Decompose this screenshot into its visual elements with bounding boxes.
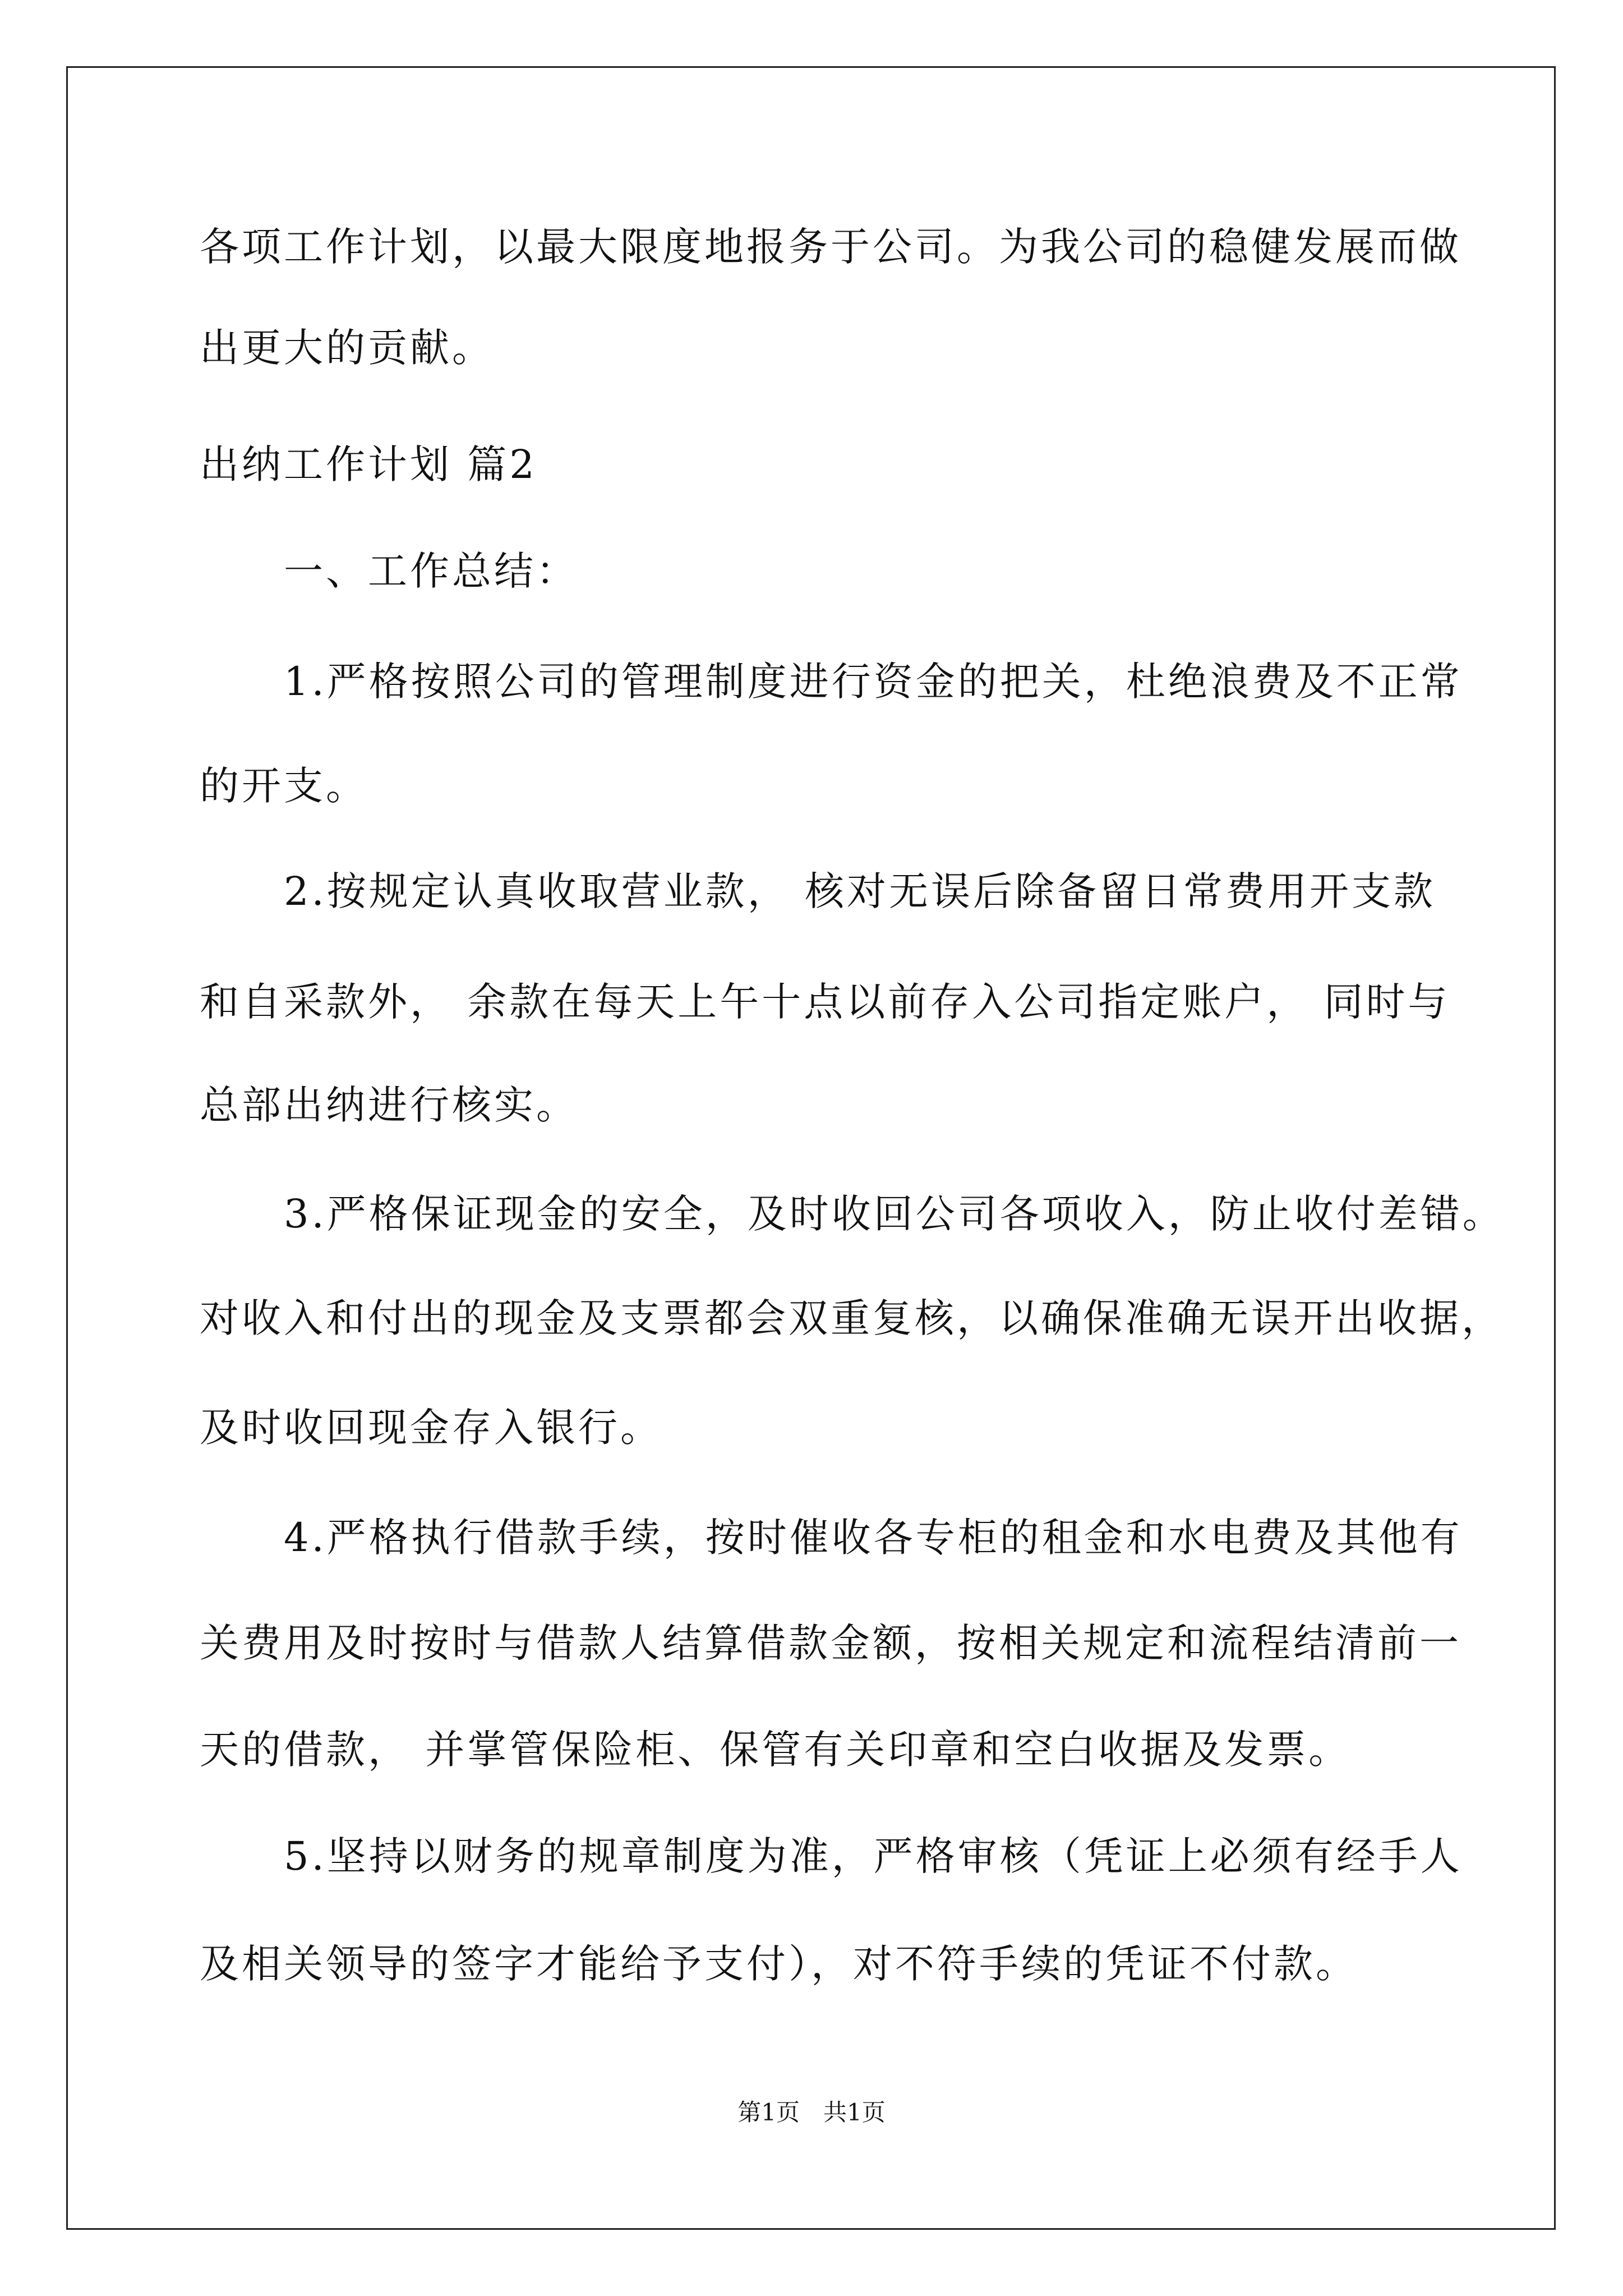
text-line: 出更大的贡献。 (200, 325, 494, 371)
text-line: 3.严格保证现金的安全，及时收回公司各项收入，防止收付差错。 (200, 1191, 1505, 1237)
text-line: 天的借款， 并掌管保险柜、保管有关印章和空白收据及发票。 (200, 1727, 1351, 1773)
text-line: 4.严格执行借款手续，按时催收各专柜的租金和水电费及其他有 (200, 1515, 1463, 1561)
text-line: 1.严格按照公司的管理制度进行资金的把关，杜绝浪费及不正常 (200, 659, 1463, 705)
page-border (66, 66, 1556, 2230)
text-line: 及相关领导的签字才能给予支付），对不符手续的凭证不付款。 (200, 1941, 1358, 1987)
text-line: 2.按规定认真收取营业款， 核对无误后除备留日常费用开支款 (200, 868, 1436, 914)
text-line: 各项工作计划，以最大限度地报务于公司。为我公司的稳健发展而做 (200, 224, 1461, 270)
text-line: 关费用及时按时与借款人结算借款金额，按相关规定和流程结清前一 (200, 1620, 1461, 1666)
text-line: 5.坚持以财务的规章制度为准，严格审核（凭证上必须有经手人 (200, 1833, 1463, 1879)
subsection-heading: 一、工作总结： (200, 548, 578, 594)
text-line: 和自采款外， 余款在每天上午十点以前存入公司指定账户， 同时与 (200, 979, 1450, 1025)
text-line: 及时收回现金存入银行。 (200, 1405, 662, 1451)
text-line: 总部出纳进行核实。 (200, 1082, 578, 1128)
section-heading: 出纳工作计划 篇2 (200, 441, 537, 487)
text-line: 对收入和付出的现金及支票都会双重复核，以确保准确无误开出收据， (200, 1295, 1504, 1341)
text-line: 的开支。 (200, 763, 368, 809)
page-footer: 第1页 共1页 (737, 2099, 886, 2126)
